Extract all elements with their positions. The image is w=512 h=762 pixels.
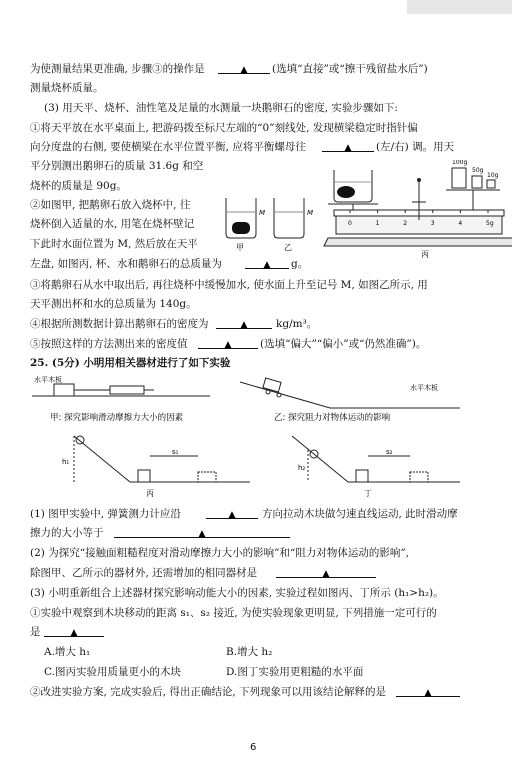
q-text: (3) 用天平、烧杯、油性笔及足量的水测量一块鹅卵石的密度, 实验步骤如下: (44, 102, 398, 114)
q-text: kg/m³。 (276, 318, 318, 330)
q-text: 是 (30, 626, 41, 638)
q-text: (2) 为探究“接触面粗糙程度对滑动摩擦力大小的影响”和“阻力对物体运动的影响”, (30, 547, 410, 559)
corner-shade (407, 0, 512, 14)
scale-tick-label: 5g (486, 220, 494, 227)
fig-label-bing: 丙 (421, 250, 429, 259)
weight-label: 50g (472, 167, 484, 174)
q-text: ③将鹅卵石从水中取出后, 再往烧杯中缓慢加水, 使水面上升至记号 M, 如图乙所示, 用 (30, 279, 428, 291)
scale-tick-label: 0 (348, 220, 352, 227)
fig-label-jia: 甲 (236, 243, 244, 252)
q-text: (选填“偏大”“偏小”或“仍然准确”)。 (260, 338, 427, 350)
q-text: (3) 小明重新组合上述器材探究影响动能大小的因素, 实验过程如图丙、丁所示 (h₁>h₂)。 (30, 587, 444, 599)
page-number: 6 (250, 742, 257, 753)
q-text: 方向拉动木块做匀速直线运动, 此时滑动摩 (262, 508, 458, 520)
s2-label: s₂ (386, 448, 393, 456)
board-label: 水平木板 (34, 376, 62, 384)
q-text: (左/右) 调。用天 (376, 141, 455, 153)
h2-label: h₂ (298, 464, 306, 472)
q-text: ①将天平放在水平桌面上, 把游码拨至标尺左端的“0”刻线处, 发现横梁稳定时指针偏 (30, 122, 418, 134)
fig-jia-friction (32, 375, 210, 423)
q-text: 测量烧杯质量。 (30, 82, 104, 94)
experiment-figures (30, 372, 470, 497)
answer-blank[interactable]: ▲ (322, 140, 374, 152)
beaker-on-pan (334, 170, 372, 202)
q-text: g。 (291, 258, 309, 270)
fig-label-ding: 丁 (364, 489, 372, 497)
option-b[interactable]: B.增大 h₂ (226, 646, 273, 658)
caption-jia: 甲: 探究影响滑动摩擦力大小的因素 (50, 413, 184, 423)
q-text: ②改进实验方案, 完成实验后, 得出正确结论, 下列现象可以用该结论解释的是 (30, 686, 387, 698)
weights (452, 160, 499, 188)
fig-label-bing: 丙 (146, 489, 154, 497)
q-text: 烧杯的质量是 90g。 (30, 180, 127, 192)
q-text: 天平测出杯和水的总质量为 140g。 (30, 298, 197, 310)
q-text: ⑤按照这样的方法测出来的密度值 (30, 338, 188, 350)
beaker-jia (226, 198, 265, 252)
scale-tick-label: 3 (430, 220, 435, 227)
fig-yi-motion (240, 378, 460, 423)
answer-blank[interactable]: ▲ (218, 62, 270, 74)
board-label: 水平木板 (410, 384, 438, 392)
weight-label: 10g (487, 172, 499, 179)
answer-blank[interactable]: ▲ (206, 507, 258, 519)
q-text: 烧杯倒入适量的水, 用笔在烧杯壁记 (30, 218, 195, 230)
answer-blank[interactable]: ▲ (216, 317, 272, 329)
scale-tick-label: 1 (375, 220, 380, 227)
q-text: (选填“直接”或“擦干残留盐水后”) (272, 63, 428, 75)
q-text: 为使测量结果更准确, 步骤③的操作是 (30, 63, 205, 75)
q-text: 向分度盘的右侧, 要使横梁在水平位置平衡, 应将平衡螺母往 (30, 141, 306, 153)
q-text: ①实验中观察到木块移动的距离 s₁、s₂ 接近, 为使实验现象更明显, 下列措施一定可行的 (30, 607, 437, 619)
weight-label: 100g (452, 160, 468, 166)
answer-blank[interactable]: ▲ (44, 625, 104, 637)
q-title: 25. (5分) 小明用相关器材进行了如下实验 (30, 357, 231, 369)
fig-label-yi: 乙 (284, 243, 292, 252)
text-line (0, 62, 512, 77)
option-c[interactable]: C.图丙实验用质量更小的木块 (44, 666, 181, 678)
q-text: (1) 图甲实验中, 弹簧测力计应沿 (30, 508, 181, 520)
answer-blank[interactable]: ▲ (245, 257, 289, 269)
q-text: 除图甲、乙所示的器材外, 还需增加的相同器材是 (30, 567, 258, 579)
answer-blank[interactable]: ▲ (396, 685, 460, 697)
beaker-yi (274, 198, 313, 252)
mark-m: M (259, 209, 266, 217)
caption-yi: 乙: 探究阻力对物体运动的影响 (274, 413, 391, 423)
fig-ding-kinetic (292, 436, 460, 497)
s1-label: s₁ (172, 448, 179, 456)
q-text: ④根据所测数据计算出鹅卵石的密度为 (30, 318, 209, 330)
answer-blank[interactable]: ▲ (198, 337, 258, 349)
fig-bing-kinetic (62, 436, 250, 497)
scale-tick-label: 2 (403, 220, 408, 227)
option-a[interactable]: A.增大 h₁ (44, 646, 91, 658)
q-text: 平分别测出鹅卵石的质量 31.6g 和空 (30, 160, 204, 172)
q-text: ②如图甲, 把鹅卵石放入烧杯中, 往 (30, 199, 191, 211)
answer-blank[interactable]: ▲ (114, 526, 290, 538)
h1-label: h₁ (62, 458, 70, 466)
mark-m: M (307, 209, 314, 217)
option-d[interactable]: D.图丁实验用更粗糙的水平面 (226, 666, 364, 678)
q-text: 左盘, 如图丙, 杯、水和鹅卵石的总质量为 (30, 258, 222, 270)
scale-tick-label: 4 (458, 220, 463, 227)
beakers-figure (222, 192, 322, 252)
answer-blank[interactable]: ▲ (276, 566, 376, 578)
q-text: 擦力的大小等于 (30, 527, 104, 539)
q-text: 下此时水面位置为 M, 然后放在天平 (30, 238, 198, 250)
